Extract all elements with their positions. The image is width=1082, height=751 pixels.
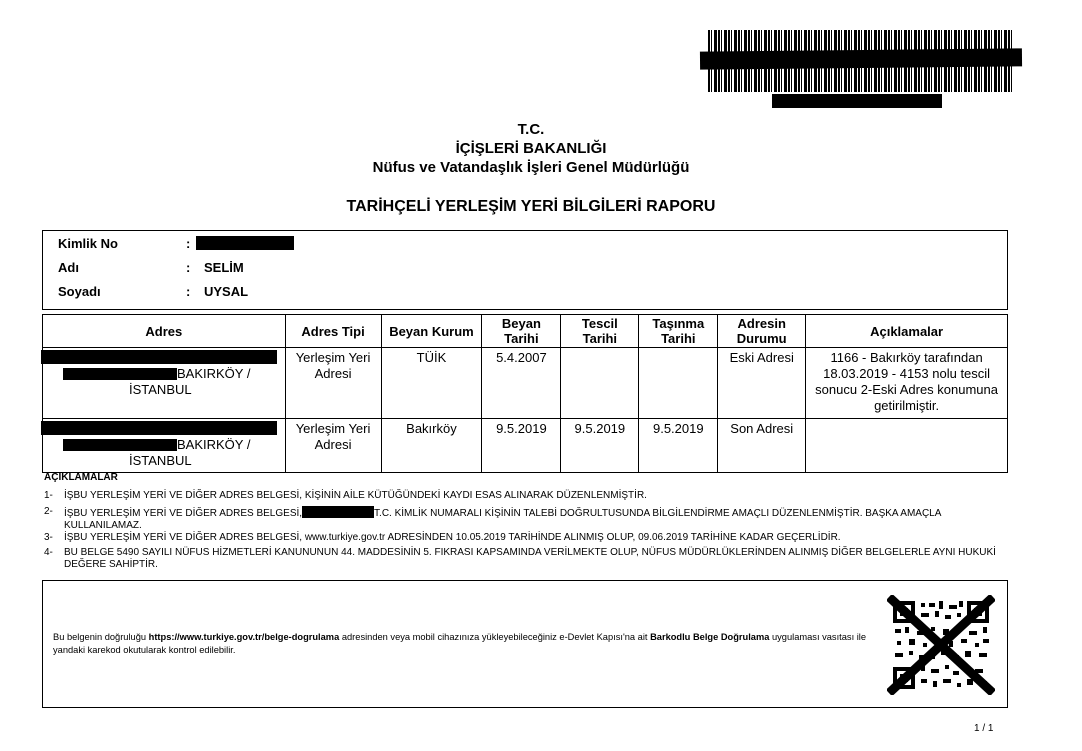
- address-city: İSTANBUL: [129, 453, 192, 468]
- registration-date-cell: [561, 348, 639, 419]
- identity-colon: :: [186, 236, 191, 251]
- redaction-bar: [302, 506, 374, 518]
- col-header-adres: Adres: [43, 315, 286, 348]
- address-city: İSTANBUL: [129, 382, 192, 397]
- address-district: BAKIRKÖY /: [177, 366, 251, 381]
- address-status-cell: Son Adresi: [718, 419, 806, 473]
- remarks-cell: 1166 - Bakırköy tarafından 18.03.2019 - 4153 nolu tescil sonucu 2-Eski Adres konumuna getirilmiştir.: [806, 348, 1008, 419]
- declaration-date-cell: 9.5.2019: [482, 419, 561, 473]
- redaction-bar: [41, 350, 277, 364]
- address-history-table: [42, 314, 1008, 473]
- table-row: [43, 348, 1008, 419]
- table-header-row: [43, 315, 1008, 348]
- address-type-cell: Yerleşim Yeri Adresi: [285, 419, 381, 473]
- address-type-cell: Yerleşim Yeri Adresi: [285, 348, 381, 419]
- note-text: İŞBU YERLEŞİM YERİ VE DİĞER ADRES BELGESİ, www.turkiye.gov.tr ADRESİNDEN 10.05.2019 TARİHİNDE ALINMIŞ OLUP, 09.06.2019 TARİHİNE KADAR GEÇERLİDİR.: [64, 532, 841, 543]
- report-title: TARİHÇELİ YERLEŞİM YERİ BİLGİLERİ RAPORU: [346, 198, 716, 215]
- col-header-aciklamalar: Açıklamalar: [806, 315, 1008, 348]
- verification-box: [42, 580, 1008, 708]
- identity-box: [42, 230, 1008, 310]
- col-header-beyan-tarihi: Beyan Tarihi: [482, 315, 561, 348]
- col-header-adresin-durumu: Adresin Durumu: [718, 315, 806, 348]
- declaring-institution-cell: Bakırköy: [381, 419, 482, 473]
- redacted-qr-code-icon: [887, 595, 995, 695]
- verification-text-part: uygulaması vasıtası ile yandaki karekod okutularak kontrol edilebilir.: [53, 632, 867, 655]
- remarks-cell: [806, 419, 1008, 473]
- note-text: BU BELGE 5490 SAYILI NÜFUS HİZMETLERİ KANUNUNUN 44. MADDESİNİN 5. FIKRASI KAPSAMINDA VERİLMEKTE OLUP, NÜFUS MÜDÜRLÜKLERİNDEN ALINMIŞ DİĞER BELGELERLE AYNI HUKUKİ DEĞERE SAHİPTİR.: [64, 547, 996, 570]
- address-district: BAKIRKÖY /: [177, 437, 251, 452]
- moving-date-cell: 9.5.2019: [639, 419, 718, 473]
- col-header-tasinma-tarihi: Taşınma Tarihi: [639, 315, 718, 348]
- verification-text-part: Bu belgenin doğruluğu: [53, 632, 149, 642]
- identity-value-redacted: [204, 236, 294, 251]
- col-header-adres-tipi: Adres Tipi: [285, 315, 381, 348]
- declaring-institution-cell: TÜİK: [381, 348, 482, 419]
- identity-value: UYSAL: [204, 284, 249, 299]
- table-row: [43, 419, 1008, 473]
- redaction-bar: [63, 368, 177, 380]
- header-directorate: Nüfus ve Vatandaşlık İşleri Genel Müdürlüğü: [372, 159, 690, 176]
- page-number: 1 / 1: [974, 723, 994, 734]
- note-number: 4-: [44, 547, 53, 558]
- col-header-beyan-kurum: Beyan Kurum: [381, 315, 482, 348]
- registration-date-cell: 9.5.2019: [561, 419, 639, 473]
- identity-colon: :: [186, 284, 191, 299]
- note-number: 3-: [44, 532, 53, 543]
- identity-value: SELİM: [204, 260, 244, 275]
- note-text-part: T.C. KİMLİK NUMARALI KİŞİNİN TALEBİ DOĞRULTUSUNDA BİLGİLENDİRME AMAÇLI DÜZENLENMİŞTİR. BAŞKA AMAÇLA KULLANILAMAZ.: [64, 508, 941, 531]
- redaction-bar: [772, 94, 942, 108]
- redaction-bar: [41, 421, 277, 435]
- declaration-date-cell: 5.4.2007: [482, 348, 561, 419]
- note-text: İŞBU YERLEŞİM YERİ VE DİĞER ADRES BELGESİ, KİŞİNİN AİLE KÜTÜĞÜNDEKİ KAYDI ESAS ALINARAK DÜZENLENMİŞTİR.: [64, 490, 647, 501]
- header-tc: T.C.: [517, 121, 545, 138]
- verification-text-part: adresinden veya mobil cihazınıza yükleyebileceğiniz e-Devlet Kapısı'na ait: [339, 632, 651, 642]
- identity-label: Soyadı: [58, 284, 101, 299]
- notes-title: AÇIKLAMALAR: [44, 472, 118, 483]
- col-header-tescil-tarihi: Tescil Tarihi: [561, 315, 639, 348]
- moving-date-cell: [639, 348, 718, 419]
- verification-text: [53, 631, 873, 657]
- address-cell: [43, 348, 286, 419]
- header-ministry: İÇİŞLERİ BAKANLIĞI: [455, 140, 607, 157]
- note-number: 1-: [44, 490, 53, 501]
- note-number: 2-: [44, 506, 53, 517]
- identity-label: Kimlik No: [58, 236, 118, 251]
- redacted-barcode: [700, 30, 1022, 110]
- redaction-bar: [63, 439, 177, 451]
- identity-colon: :: [186, 260, 191, 275]
- verification-url[interactable]: https://www.turkiye.gov.tr/belge-dogrulama: [148, 632, 340, 642]
- verification-app-name: Barkodlu Belge Doğrulama: [650, 632, 770, 642]
- address-status-cell: Eski Adresi: [718, 348, 806, 419]
- address-cell: [43, 419, 286, 473]
- note-text: [64, 506, 1004, 532]
- identity-label: Adı: [58, 260, 79, 275]
- redaction-bar: [700, 48, 1022, 69]
- note-text-part: İŞBU YERLEŞİM YERİ VE DİĞER ADRES BELGESİ,: [64, 508, 303, 519]
